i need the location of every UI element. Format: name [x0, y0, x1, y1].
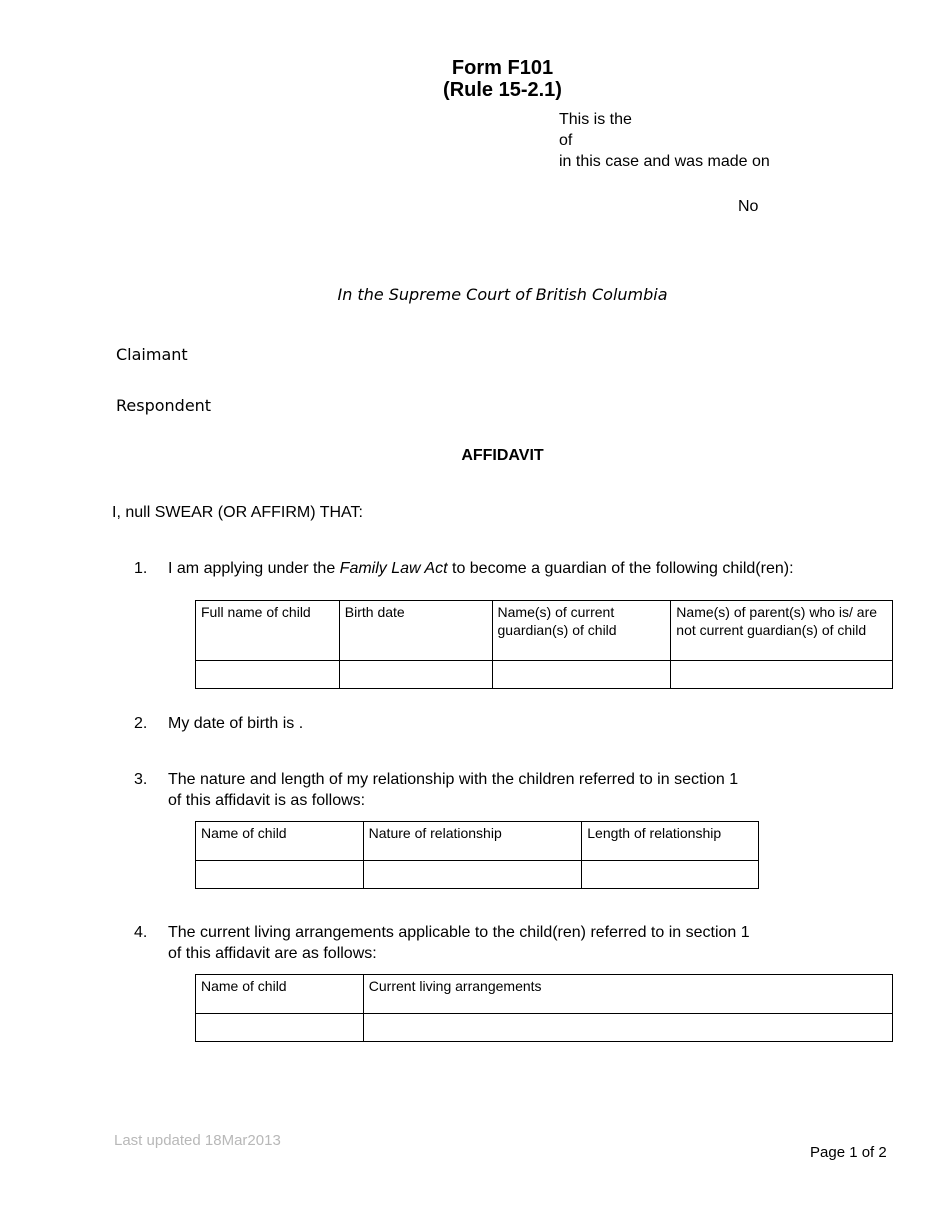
stamp-line-1: This is the: [559, 111, 632, 128]
section-4-text-line-2: of this affidavit are as follows:: [168, 945, 377, 962]
respondent-label: Respondent: [116, 396, 212, 415]
family-law-act-title: Family Law Act: [339, 560, 448, 577]
registry-no-label: No: [738, 198, 759, 215]
column-header: Full name of child: [196, 601, 340, 661]
table-header-row: [196, 822, 759, 861]
table-cell[interactable]: [196, 1014, 364, 1042]
column-header: Name(s) of parent(s) who is/ are not current guardian(s) of child: [671, 601, 893, 661]
relationship-table: [195, 821, 759, 889]
form-number: Form F101: [451, 57, 554, 79]
column-header: Name(s) of current guardian(s) of child: [492, 601, 671, 661]
table-cell[interactable]: [363, 861, 582, 889]
table-row: [196, 1014, 893, 1042]
table-row: [196, 661, 893, 689]
section-1-number: 1.: [134, 560, 148, 577]
page-number: Page 1 of 2: [810, 1144, 887, 1161]
table-cell[interactable]: [671, 661, 893, 689]
column-header: Length of relationship: [582, 822, 759, 861]
section-3-text-line-1: The nature and length of my relationship with the children referred to in section 1: [168, 771, 739, 788]
table-cell[interactable]: [363, 1014, 892, 1042]
stamp-line-2: of: [559, 132, 573, 149]
column-header: Name of child: [196, 975, 364, 1014]
document-title: AFFIDAVIT: [461, 447, 544, 464]
court-name: In the Supreme Court of British Columbia: [337, 285, 668, 304]
table-cell[interactable]: [582, 861, 759, 889]
table-cell[interactable]: [196, 661, 340, 689]
last-updated-note: Last updated 18Mar2013: [114, 1132, 281, 1149]
column-header: Name of child: [196, 822, 364, 861]
section-4-number: 4.: [134, 924, 148, 941]
table-cell[interactable]: [339, 661, 492, 689]
section-1-text: [168, 559, 794, 579]
section-3-text-line-2: of this affidavit is as follows:: [168, 792, 366, 809]
section-1-text-before: I am applying under the: [168, 560, 340, 577]
table-cell[interactable]: [492, 661, 671, 689]
column-header: Birth date: [339, 601, 492, 661]
section-2-text: My date of birth is .: [168, 715, 304, 732]
table-cell[interactable]: [196, 861, 364, 889]
claimant-label: Claimant: [116, 345, 188, 364]
table-row: [196, 861, 759, 889]
stamp-line-3: in this case and was made on: [559, 153, 770, 170]
living-arrangements-table: [195, 974, 893, 1042]
column-header: Current living arrangements: [363, 975, 892, 1014]
section-3-number: 3.: [134, 771, 148, 788]
section-2-number: 2.: [134, 715, 148, 732]
section-1-text-after: to become a guardian of the following child(ren):: [447, 560, 794, 577]
oath-statement: I, null SWEAR (OR AFFIRM) THAT:: [112, 504, 363, 521]
guardianship-children-table: [195, 600, 893, 689]
column-header: Nature of relationship: [363, 822, 582, 861]
table-header-row: [196, 601, 893, 661]
form-rule: (Rule 15-2.1): [443, 79, 562, 101]
table-header-row: [196, 975, 893, 1014]
section-4-text-line-1: The current living arrangements applicable to the child(ren) referred to in section 1: [168, 924, 750, 941]
